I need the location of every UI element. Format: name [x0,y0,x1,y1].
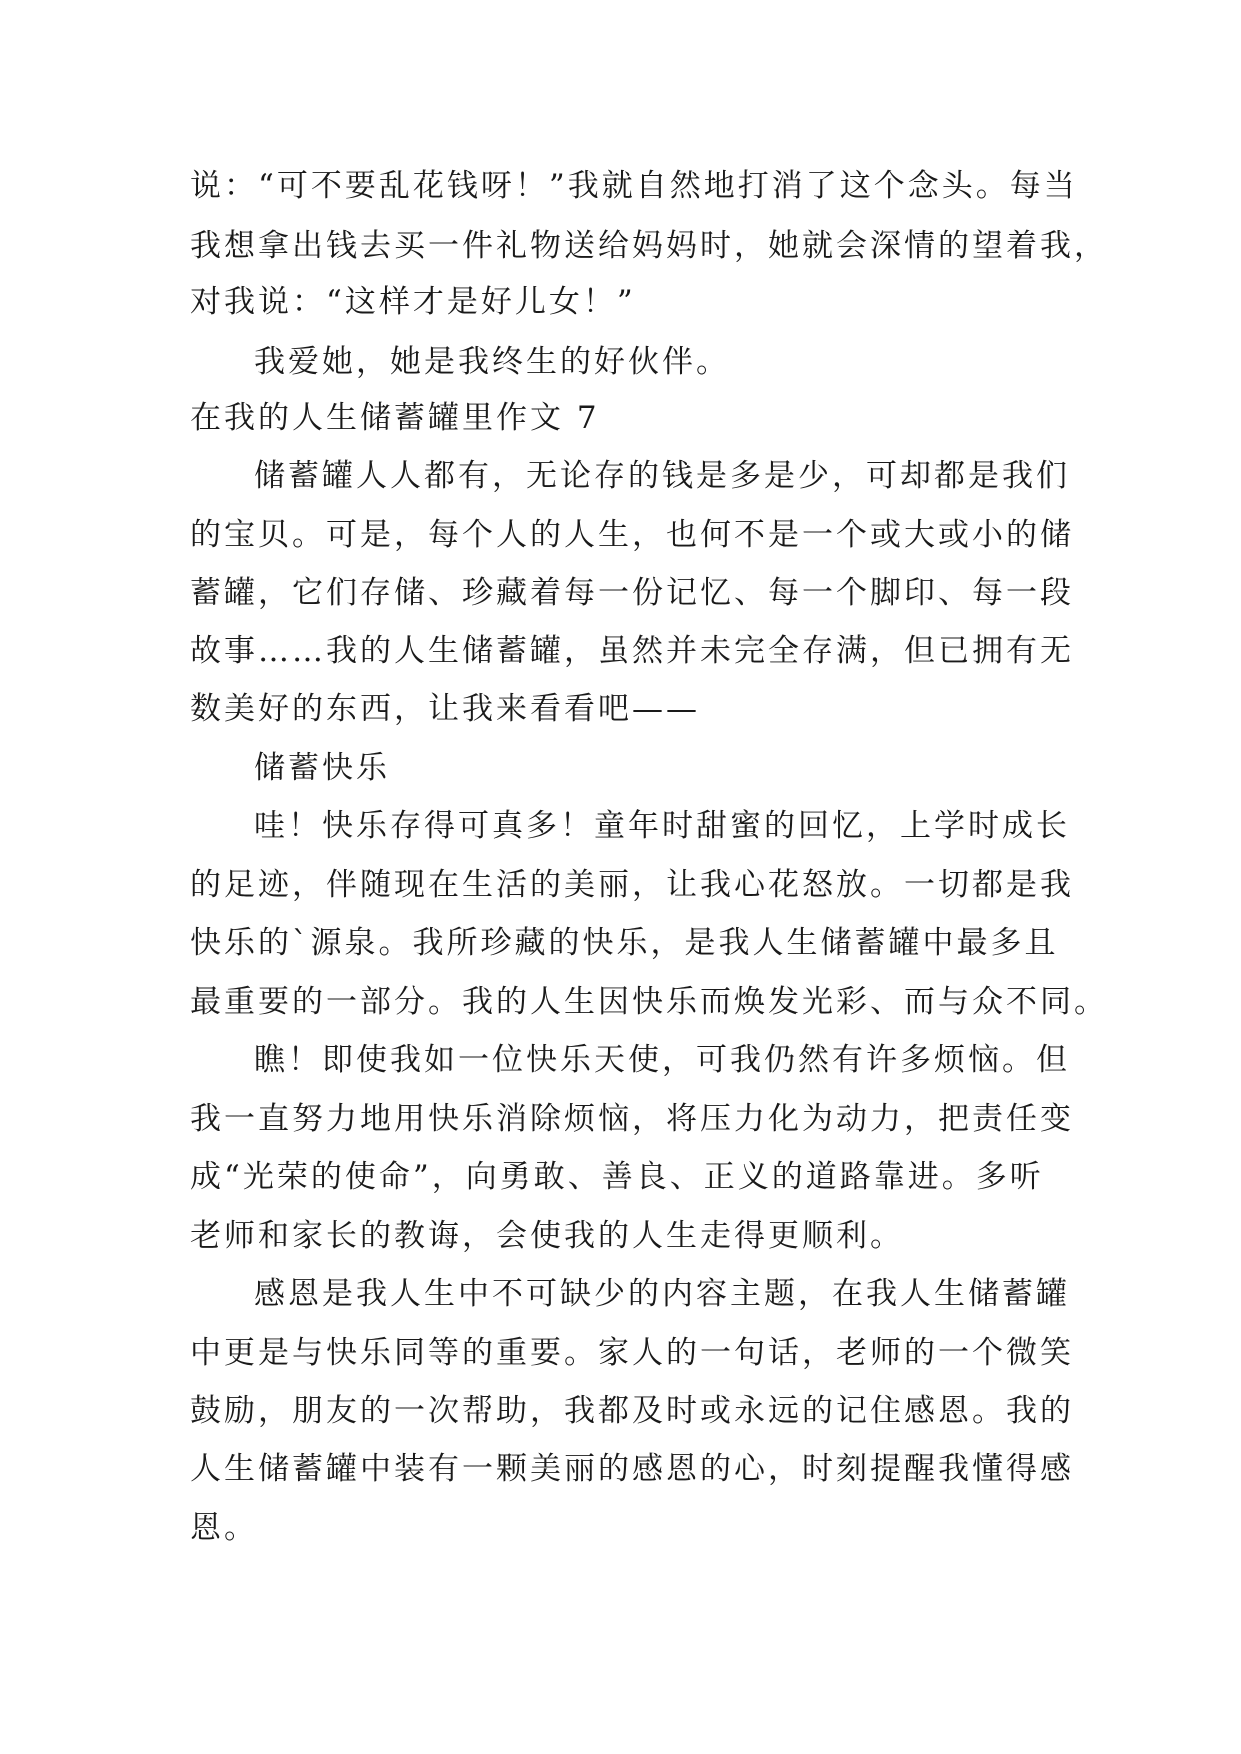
text-line: 最重要的一部分。我的人生因快乐而焕发光彩、而与众不同。 [190,984,1108,1020]
text-line: 蓄罐，它们存储、珍藏着每一份记忆、每一个脚印、每一段 [190,575,1074,611]
text-line: 故事……我的人生储蓄罐，虽然并未完全存满，但已拥有无 [190,633,1074,669]
text-line: 说：“可不要乱花钱呀！”我就自然地打消了这个念头。每当 [190,168,1078,204]
text-line: 快乐的`源泉。我所珍藏的快乐，是我人生储蓄罐中最多且 [190,925,1059,961]
text-line: 老师和家长的教诲，会使我的人生走得更顺利。 [190,1218,904,1254]
text-line: 我爱她，她是我终生的好伙伴。 [254,344,730,380]
text-line: 恩。 [190,1510,258,1546]
text-line: 瞧！即使我如一位快乐天使，可我仍然有许多烦恼。但 [254,1042,1070,1078]
text-line: 储蓄罐人人都有，无论存的钱是多是少，可却都是我们 [254,458,1070,494]
text-line: 我想拿出钱去买一件礼物送给妈妈时，她就会深情的望着我， [190,228,1108,264]
text-line: 哇！快乐存得可真多！童年时甜蜜的回忆，上学时成长 [254,808,1070,844]
text-line: 中更是与快乐同等的重要。家人的一句话，老师的一个微笑 [190,1335,1074,1371]
text-line: 我一直努力地用快乐消除烦恼，将压力化为动力，把责任变 [190,1101,1074,1137]
text-line: 感恩是我人生中不可缺少的内容主题，在我人生储蓄罐 [254,1276,1070,1312]
text-line: 的宝贝。可是，每个人的人生，也何不是一个或大或小的储 [190,517,1074,553]
text-line: 人生储蓄罐中装有一颗美丽的感恩的心，时刻提醒我懂得感 [190,1451,1074,1487]
text-line: 的足迹，伴随现在生活的美丽，让我心花怒放。一切都是我 [190,867,1074,903]
text-line: 鼓励，朋友的一次帮助，我都及时或永远的记住感恩。我的 [190,1393,1074,1429]
text-line: 对我说：“这样才是好儿女！” [190,284,636,320]
section-heading: 在我的人生储蓄罐里作文 7 [190,400,600,436]
text-line: 数美好的东西，让我来看看吧—— [190,691,700,727]
text-line: 成“光荣的使命”，向勇敢、善良、正义的道路靠进。多听 [190,1159,1044,1195]
subheading: 储蓄快乐 [254,750,390,786]
